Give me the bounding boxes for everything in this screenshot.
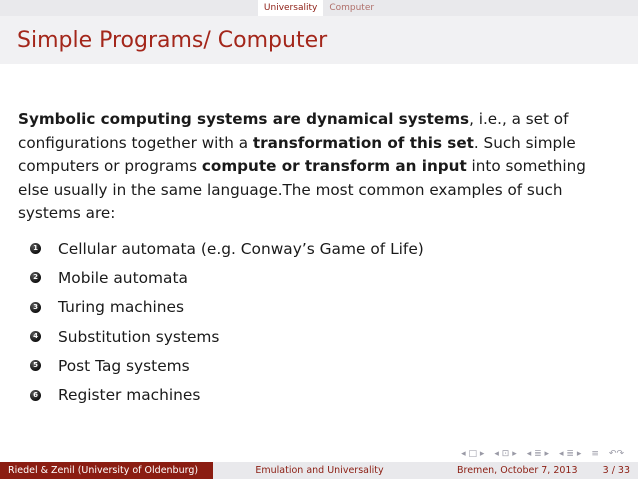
footer-date-page [426, 462, 638, 479]
section-navigation [0, 0, 638, 16]
footer-author-institute: Riedel & Zenil (University of Oldenburg) [0, 462, 213, 479]
nav-tab-universality[interactable]: Universality [258, 0, 323, 16]
list-item-label: Post Tag systems [58, 356, 190, 375]
nav-slide-icon[interactable]: ◂ □ ▸ [461, 449, 485, 459]
footer-date: Bremen, October 7, 2013 [457, 465, 578, 476]
list-item-label: Turing machines [58, 298, 184, 317]
nav-subsection-icon[interactable]: ◂ ≣ ▸ [526, 449, 550, 459]
list-item [30, 322, 590, 351]
nav-tab-computer[interactable]: Computer [329, 3, 375, 13]
paragraph-text-1: , i.e., a set of configurations together with a [18, 110, 569, 152]
beamer-navigation-symbols [461, 449, 624, 461]
bold-phrase-transformation: transformation of this set [252, 133, 474, 152]
enum-bullet-icon: 6 [30, 390, 41, 401]
enum-bullet-icon: 2 [30, 272, 41, 283]
enum-bullet-icon: 5 [30, 360, 41, 371]
list-item-label: Substitution systems [58, 327, 220, 346]
nav-frame-icon[interactable]: ◂ ⊡ ▸ [494, 449, 517, 459]
list-item [30, 351, 590, 380]
bold-phrase-dynamical-systems: Symbolic computing systems are dynamical systems [18, 110, 470, 128]
list-item-label: Mobile automata [58, 268, 188, 287]
list-item [30, 293, 590, 322]
bold-phrase-compute: compute or transform an input [201, 157, 467, 176]
enum-bullet-icon: 3 [30, 302, 41, 313]
frame-title-bar [0, 16, 638, 64]
intro-paragraph [18, 108, 620, 226]
paragraph-text-3: into something else usually in the same language.The most common examples of such systems are: [18, 157, 586, 223]
slide-title: Simple Programs/ Computer [17, 27, 328, 53]
list-item [30, 234, 590, 263]
nav-section-icon[interactable]: ◂ ≣ ▸ [559, 449, 582, 459]
nav-back-forward-icon[interactable]: ↶↷ [608, 449, 624, 459]
list-item [30, 263, 590, 292]
paragraph-text-2: . Such simple computers or programs [18, 133, 576, 176]
footer-page-number: 3 / 33 [602, 465, 630, 476]
enum-bullet-icon: 1 [30, 243, 41, 254]
nav-document-icon[interactable]: ≡ [591, 449, 599, 459]
list-item-label: Cellular automata (e.g. Conway’s Game of Life) [58, 239, 424, 258]
enum-bullet-icon: 4 [30, 331, 41, 342]
list-item-label: Register machines [58, 386, 201, 405]
footline [0, 462, 638, 479]
list-item [30, 380, 590, 409]
examples-list [30, 234, 590, 410]
footer-talk-title: Emulation and Universality [213, 462, 426, 479]
